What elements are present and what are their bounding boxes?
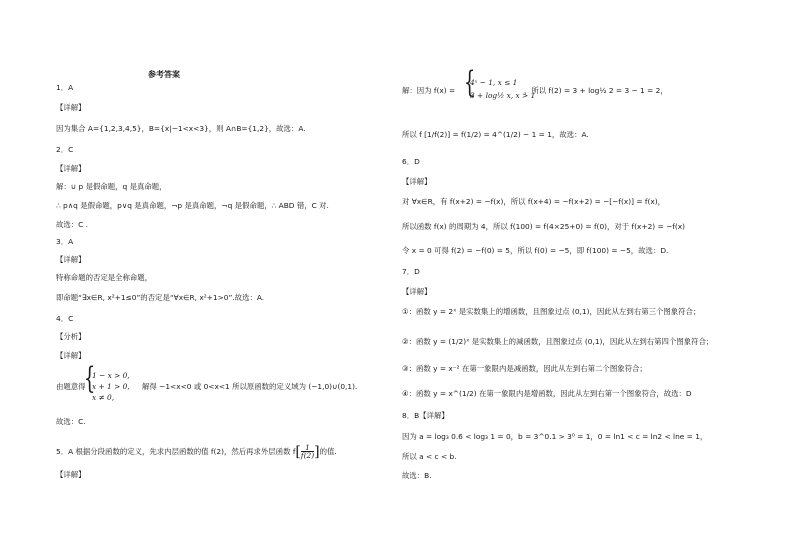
q4-prefix: 由题意得 <box>56 382 86 391</box>
q8-heading: 8．B【详解】 <box>402 411 449 420</box>
q3-tag: 【详解】 <box>56 255 86 264</box>
fraction-denominator: f(2) <box>300 451 315 461</box>
q4-result: 解得 −1<x<0 或 0<x<1 所以原函数的定义域为 (−1,0)∪(0,1). <box>142 382 358 391</box>
q8-line-1: 因为 a = log₃ 0.6 < log₃ 1 = 0，b = 3^0.1 > 3⁰ = 1，0 = ln1 < c = ln2 < lne = 1， <box>402 432 708 441</box>
q7-tag: 【详解】 <box>402 287 432 296</box>
q6-tag: 【详解】 <box>402 177 432 186</box>
q5-tag: 【详解】 <box>56 470 86 479</box>
q1-number: 1．A <box>56 83 74 92</box>
piecewise-row: 4ˣ − 1, x ≤ 1 <box>470 78 518 87</box>
left-bracket: [ <box>295 443 301 460</box>
q3-line-2: 即命题“∃x∈R, x²+1≤0”的否定是“∀x∈R, x²+1>0”.故选：A. <box>56 293 265 302</box>
q2-number: 2．C <box>56 145 74 154</box>
q2-tag: 【详解】 <box>56 164 86 173</box>
q2-line-2: ∴ p∧q 是假命题，p∨q 是真命题，¬p 是真命题，¬q 是假命题，∴ ABD 错，C 对. <box>56 201 329 210</box>
q7-number: 7．D <box>402 267 420 276</box>
page-title: 参考答案 <box>148 70 180 79</box>
q6-line-1: 对 ∀x∈R，有 f(x+2) = −f(x)，所以 f(x+4) = −f(x+2) = −[−f(x)] = f(x)， <box>402 197 666 206</box>
q7-line-3: ③：函数 y = x⁻² 在第一象限内是减函数，因此从左到右第二个图象符合； <box>402 364 647 373</box>
q5-suffix: 的值. <box>319 447 337 457</box>
fraction <box>301 444 314 460</box>
q5-solution-result: ，所以 f(2) = 3 + log½ 2 = 3 − 1 = 2， <box>524 86 668 95</box>
q4-equation-system <box>56 361 386 406</box>
q3-number: 3．A <box>56 237 74 246</box>
q5-solution-line-2: 所以 f [1/f(2)] = f(1/2) = 4^(1/2) − 1 = 1，故选：A. <box>402 130 589 139</box>
fraction-numerator: 1 <box>301 444 314 452</box>
q3-line-1: 特称命题的否定是全称命题， <box>56 273 153 282</box>
q5-intro <box>56 444 337 460</box>
q4-system-row: x ≠ 0, <box>92 393 115 402</box>
q7-line-4: ④：函数 y = x^(1/2) 在第一象限内是增函数，因此从左到右第一个图象符合，故选：D <box>402 389 692 398</box>
q6-number: 6．D <box>402 157 420 166</box>
q4-analysis-tag: 【分析】 <box>56 332 86 341</box>
q1-tag: 【详解】 <box>56 103 86 112</box>
q2-line-1: 解：∪ p 是假命题，q 是真命题， <box>56 182 167 191</box>
q7-line-1: ①：函数 y = 2ˣ 是实数集上的增函数，且图象过点 (0,1)，因此从左到右第三个图象符合； <box>402 307 701 316</box>
q4-detail-tag: 【详解】 <box>56 351 86 360</box>
q4-system-row: 1 − x > 0, <box>92 371 130 380</box>
left-brace: { <box>463 65 476 100</box>
q4-system-row: x + 1 > 0, <box>92 382 130 391</box>
q5-prefix: 5．A 根据分段函数的定义，先求内层函数的值 f(2)，然后再求外层函数 f <box>56 447 296 457</box>
q2-line-3: 故选：C . <box>56 220 89 229</box>
q4-answer: 故选：C. <box>56 417 86 426</box>
q6-line-3: 令 x = 0 可得 f(2) = −f(0) = 5，所以 f(0) = −5，即 f(100) = −5，故选：D. <box>402 246 669 255</box>
q8-line-2: 所以 a < c < b. <box>402 452 457 461</box>
q7-line-2: ②：函数 y = (1/2)ˣ 是实数集上的减函数，且图象过点 (0,1)，因此从左到右第四个图象符合； <box>402 337 714 346</box>
left-brace: { <box>83 361 96 396</box>
piecewise-row: 3 + log½ x, x > 1 <box>470 91 536 100</box>
q5-piecewise <box>402 65 742 106</box>
q5-solution-prefix: 解：因为 f(x) = <box>402 86 456 95</box>
q6-line-2: 所以函数 f(x) 的周期为 4，所以 f(100) = f(4×25+0) = f(0)，对于 f(x+2) = −f(x) <box>402 222 686 231</box>
q8-line-3: 故选：B. <box>402 471 432 480</box>
q1-solution: 因为集合 A={1,2,3,4,5}，B={x|−1<x<3}，则 A∩B={1,2}，故选：A. <box>56 124 306 133</box>
q4-number: 4．C <box>56 314 74 323</box>
right-bracket: ] <box>314 443 320 460</box>
